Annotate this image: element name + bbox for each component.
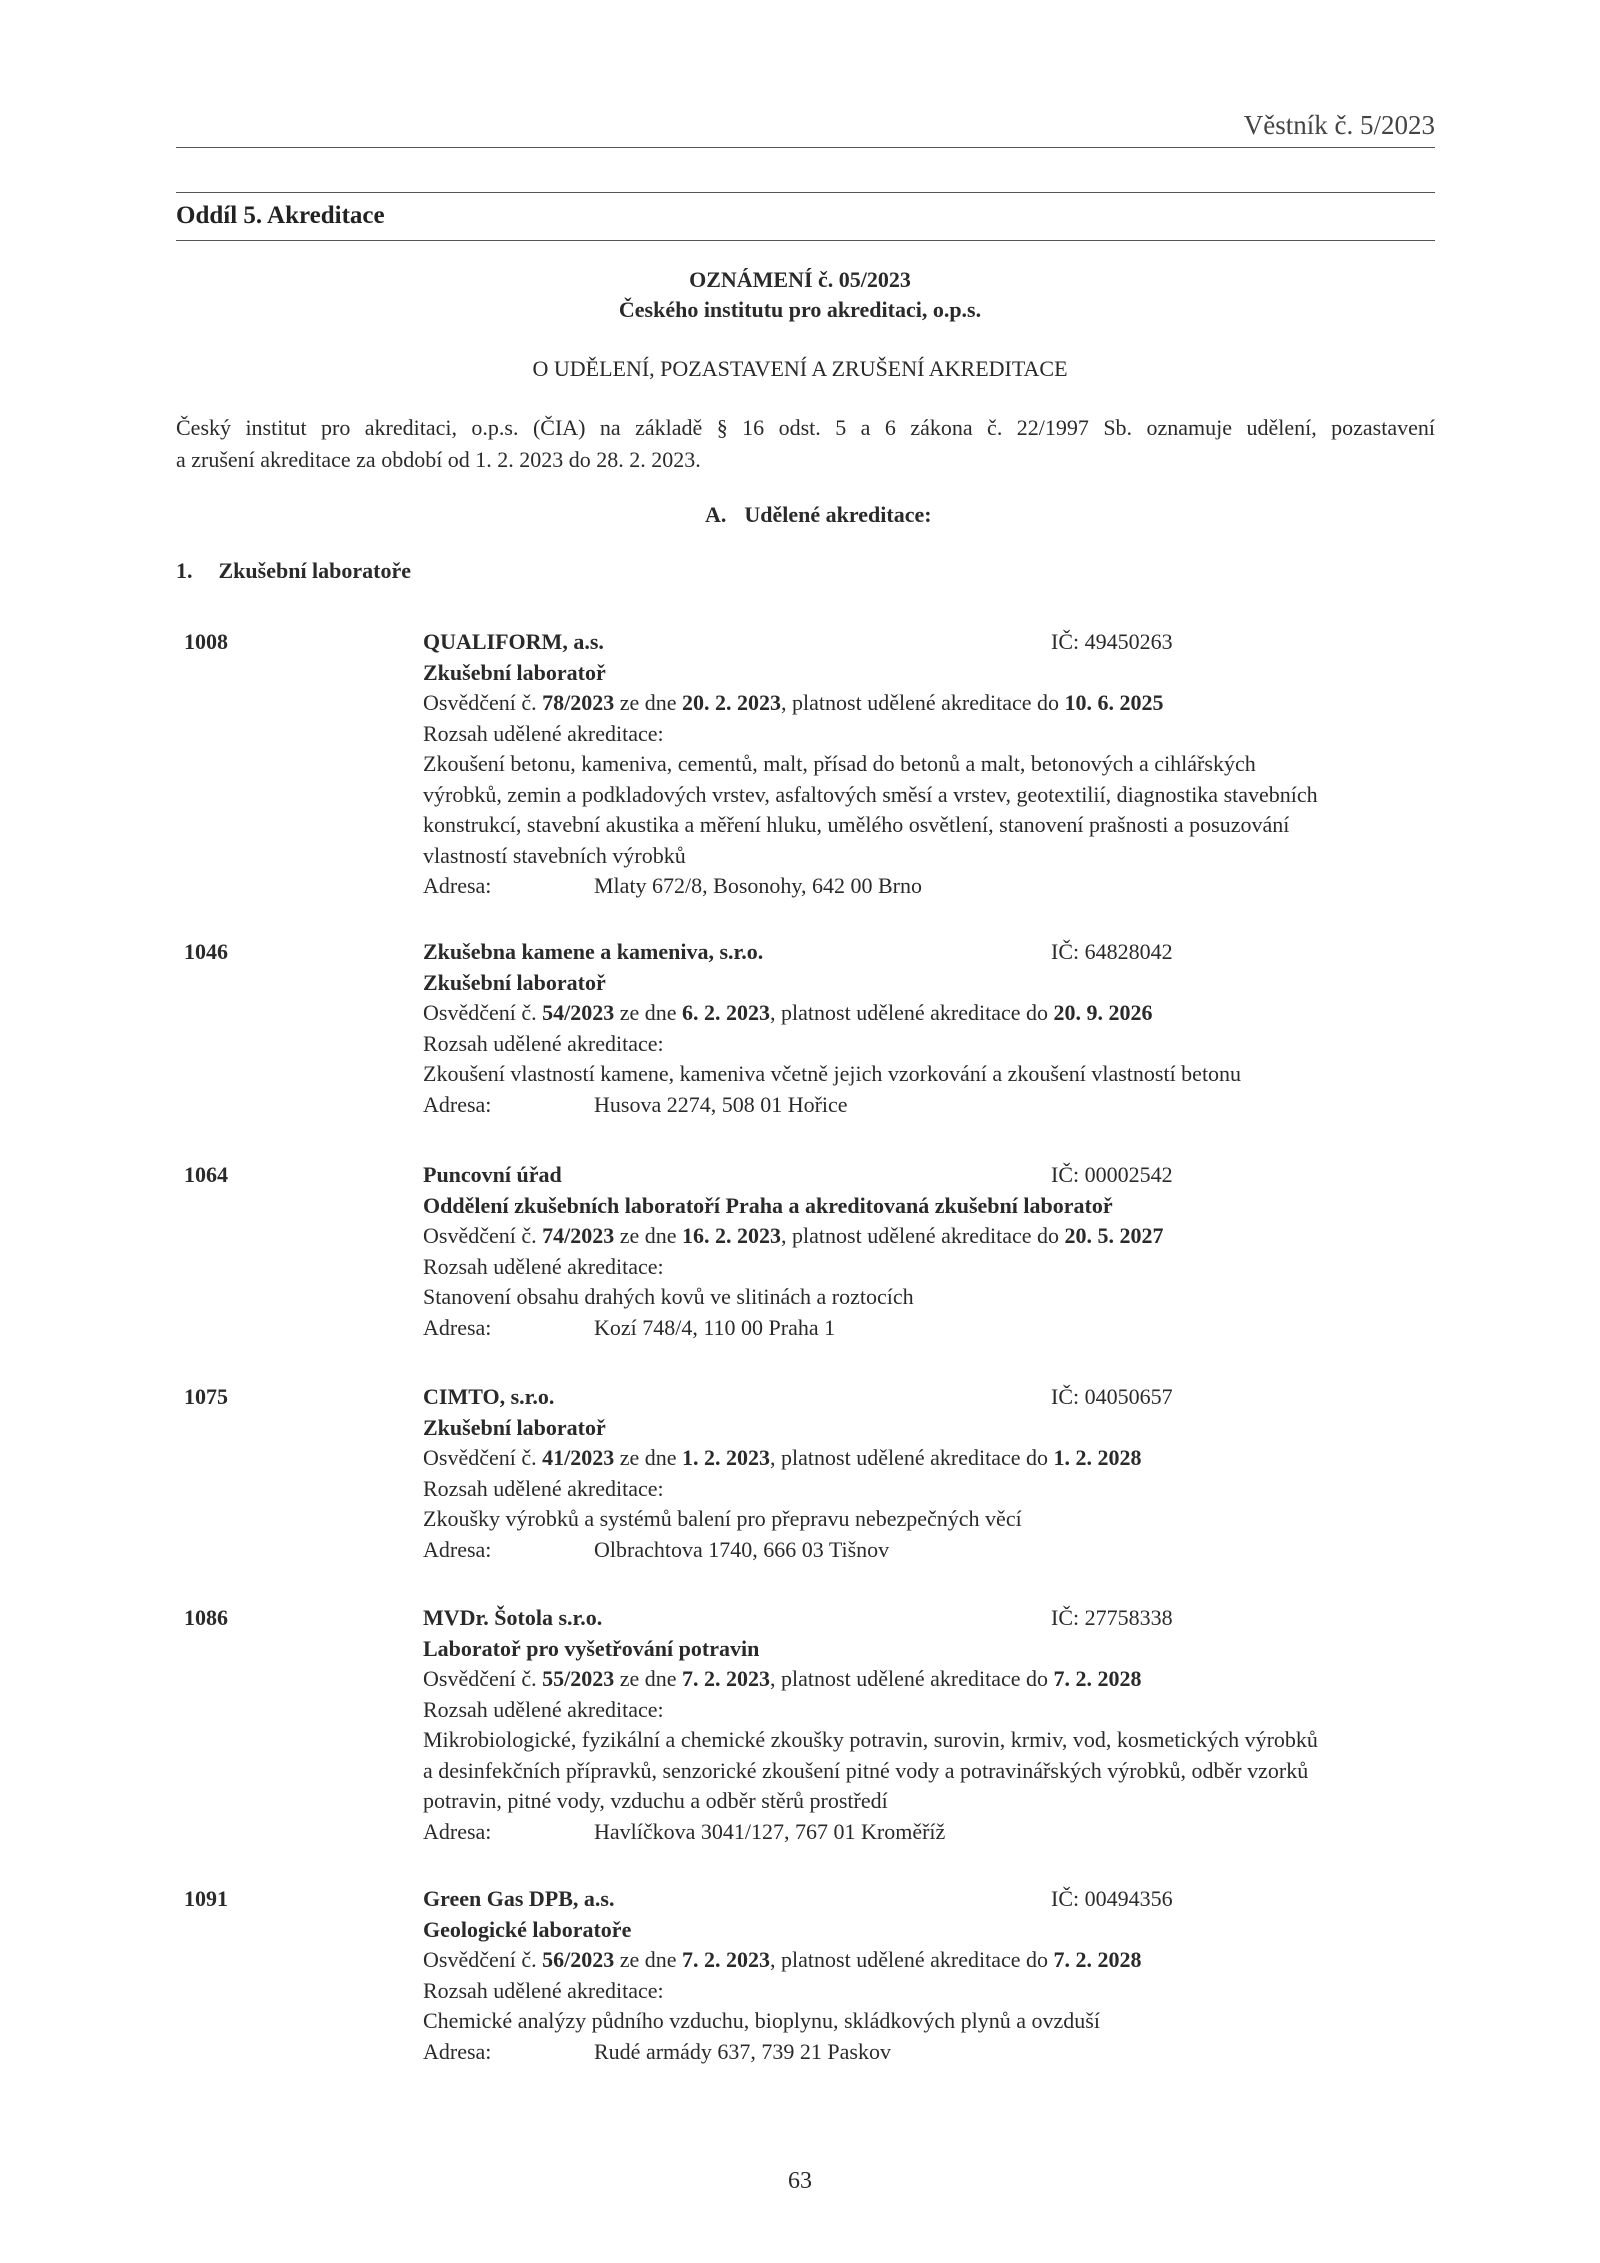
address-label: Adresa: [423,1536,492,1562]
date-prefix: ze dne [619,1445,677,1470]
announcement-title: OZNÁMENÍ č. 05/2023 [689,267,911,292]
intro-paragraph [176,412,1435,476]
validity-prefix: , platnost udělené akreditace do [770,1445,1048,1470]
date-prefix: ze dne [619,1223,677,1248]
header-rule [176,147,1435,148]
scope-text-line: a desinfekčních přípravků, senzorické zkoušení pitné vody a potravinářských výrobků, odběr vzorků [423,1757,1309,1783]
valid-until: 10. 6. 2025 [1064,690,1164,715]
announcement-heading: O UDĚLENÍ, POZASTAVENÍ A ZRUŠENÍ AKREDITACE [532,356,1068,381]
page-number: 63 [788,2168,812,2194]
scope-label: Rozsah udělené akreditace: [423,1696,664,1722]
part-label: Udělené akreditace: [744,502,932,527]
entry-number: 1008 [184,629,228,654]
cert-prefix: Osvědčení č. [423,1223,537,1248]
entry-certificate [423,688,1423,719]
entry-certificate [423,1945,1423,1976]
subsection-number: 1. [176,558,193,583]
entry-unit: Zkušební laboratoř [423,969,606,995]
address-label: Adresa: [423,2038,492,2064]
address-value: Husova 2274, 508 01 Hořice [594,1091,848,1117]
subsection-label: Zkušební laboratoře [218,558,412,583]
date-prefix: ze dne [619,1666,677,1691]
intro-line-1: Český institut pro akreditaci, o.p.s. (ČIA) na základě § 16 odst. 5 a 6 zákona č. 22/1997 Sb. oznamuje udělení, pozastavení [176,415,1435,440]
scope-text-line: Zkoušení vlastností kamene, kameniva včetně jejich vzorkování a zkoušení vlastností betonu [423,1061,1242,1086]
entry-address [423,2037,1423,2068]
scope-text-line: Mikrobiologické, fyzikální a chemické zkoušky potravin, surovin, krmiv, vod, kosmetických výrobků [423,1727,1318,1752]
entry-unit: Zkušební laboratoř [423,1414,606,1440]
validity-prefix: , platnost udělené akreditace do [770,1666,1048,1691]
cert-number: 56/2023 [542,1947,615,1972]
cert-prefix: Osvědčení č. [423,1666,537,1691]
scope-label: Rozsah udělené akreditace: [423,1030,664,1056]
valid-until: 20. 9. 2026 [1053,1000,1153,1025]
address-value: Olbrachtova 1740, 666 03 Tišnov [594,1536,890,1562]
subsection-heading [176,558,411,584]
entry-ico: IČ: 00494356 [1051,1886,1173,1911]
entry-name: Green Gas DPB, a.s. [423,1886,615,1911]
entry-certificate [423,998,1423,1029]
entry-certificate [423,1664,1423,1695]
address-label: Adresa: [423,1314,492,1340]
entry-name: Zkušebna kamene a kameniva, s.r.o. [423,939,764,964]
entry-ico: IČ: 64828042 [1051,939,1173,964]
cert-number: 41/2023 [542,1445,615,1470]
entry-ico: IČ: 00002542 [1051,1162,1173,1187]
address-value: Havlíčkova 3041/127, 767 01 Kroměříž [594,1818,946,1844]
scope-text-line: vlastností stavebních výrobků [423,842,686,868]
scope-label: Rozsah udělené akreditace: [423,1475,664,1501]
entry-name: CIMTO, s.r.o. [423,1384,555,1409]
address-value: Kozí 748/4, 110 00 Praha 1 [594,1314,836,1340]
cert-prefix: Osvědčení č. [423,1947,537,1972]
entry-address [423,1313,1423,1344]
scope-text-line: konstrukcí, stavební akustika a měření hluku, umělého osvětlení, stanovení prašnosti a posuzování [423,812,1290,837]
entry-number: 1064 [184,1162,228,1187]
validity-prefix: , platnost udělené akreditace do [781,690,1059,715]
date-prefix: ze dne [619,1947,677,1972]
date-prefix: ze dne [619,1000,677,1025]
entry-unit: Zkušební laboratoř [423,659,606,685]
cert-date: 20. 2. 2023 [682,690,782,715]
entry-address [423,1817,1423,1848]
entry-certificate [423,1221,1423,1252]
cert-date: 16. 2. 2023 [682,1223,782,1248]
section-top-rule [176,192,1435,193]
cert-prefix: Osvědčení č. [423,690,537,715]
entry-body [423,1382,1423,1565]
part-number: A. [705,502,727,527]
entry-body [423,627,1423,902]
scope-text-line: Zkoušky výrobků a systémů balení pro přepravu nebezpečných věcí [423,1506,1022,1531]
entry-address [423,1090,1423,1121]
entry-ico: IČ: 49450263 [1051,629,1173,654]
cert-number: 54/2023 [542,1000,615,1025]
valid-until: 7. 2. 2028 [1053,1666,1142,1691]
scope-text-line: Stanovení obsahu drahých kovů ve slitinách a roztocích [423,1284,914,1309]
entry-unit: Oddělení zkušebních laboratoří Praha a akreditovaná zkušební laboratoř [423,1192,1113,1218]
section-title: Oddíl 5. Akreditace [176,202,385,229]
scope-label: Rozsah udělené akreditace: [423,1253,664,1279]
validity-prefix: , platnost udělené akreditace do [781,1223,1059,1248]
cert-date: 6. 2. 2023 [682,1000,771,1025]
announcement-issuer: Českého institutu pro akreditaci, o.p.s. [618,297,982,322]
address-value: Mlaty 672/8, Bosonohy, 642 00 Brno [594,873,922,898]
scope-label: Rozsah udělené akreditace: [423,1977,664,2003]
valid-until: 20. 5. 2027 [1064,1223,1164,1248]
valid-until: 7. 2. 2028 [1053,1947,1142,1972]
entry-number: 1046 [184,939,228,964]
cert-date: 1. 2. 2023 [682,1445,771,1470]
entry-ico: IČ: 04050657 [1051,1384,1173,1409]
entry-number: 1086 [184,1605,228,1630]
entry-address [423,871,1423,902]
entry-body [423,1160,1423,1343]
entry-address [423,1535,1423,1566]
cert-number: 78/2023 [542,690,615,715]
scope-text-line: výrobků, zemin a podkladových vrstev, asfaltových směsí a vrstev, geotextilií, diagnostika stavebních [423,781,1318,807]
cert-prefix: Osvědčení č. [423,1000,537,1025]
address-value: Rudé armády 637, 739 21 Paskov [594,2038,891,2064]
part-heading [705,502,932,528]
scope-label: Rozsah udělené akreditace: [423,720,664,746]
scope-text-line: potravin, pitné vody, vzduchu a odběr stěrů prostředí [423,1788,888,1813]
bulletin-title: Věstník č. 5/2023 [1243,110,1435,140]
address-label: Adresa: [423,873,492,898]
date-prefix: ze dne [619,690,677,715]
section-bottom-rule [176,240,1435,241]
validity-prefix: , platnost udělené akreditace do [770,1000,1048,1025]
cert-number: 55/2023 [542,1666,615,1691]
intro-line-2: a zrušení akreditace za období od 1. 2. 2023 do 28. 2. 2023. [176,447,701,472]
valid-until: 1. 2. 2028 [1053,1445,1142,1470]
entry-body [423,1603,1423,1847]
entry-body [423,1884,1423,2067]
entry-name: Puncovní úřad [423,1162,562,1187]
entry-unit: Geologické laboratoře [423,1916,632,1942]
validity-prefix: , platnost udělené akreditace do [770,1947,1048,1972]
cert-date: 7. 2. 2023 [682,1666,771,1691]
address-label: Adresa: [423,1091,492,1117]
entry-number: 1091 [184,1886,228,1911]
entry-name: MVDr. Šotola s.r.o. [423,1605,603,1630]
cert-number: 74/2023 [542,1223,615,1248]
entry-certificate [423,1443,1423,1474]
address-label: Adresa: [423,1818,492,1844]
cert-date: 7. 2. 2023 [682,1947,771,1972]
cert-prefix: Osvědčení č. [423,1445,537,1470]
scope-text-line: Chemické analýzy půdního vzduchu, bioplynu, skládkových plynů a ovzduší [423,2008,1100,2033]
entry-name: QUALIFORM, a.s. [423,629,604,654]
entry-ico: IČ: 27758338 [1051,1605,1173,1630]
entry-number: 1075 [184,1384,228,1409]
scope-text-line: Zkoušení betonu, kameniva, cementů, malt, přísad do betonů a malt, betonových a cihlářských [423,751,1256,776]
entry-body [423,937,1423,1120]
entry-unit: Laboratoř pro vyšetřování potravin [423,1635,760,1661]
